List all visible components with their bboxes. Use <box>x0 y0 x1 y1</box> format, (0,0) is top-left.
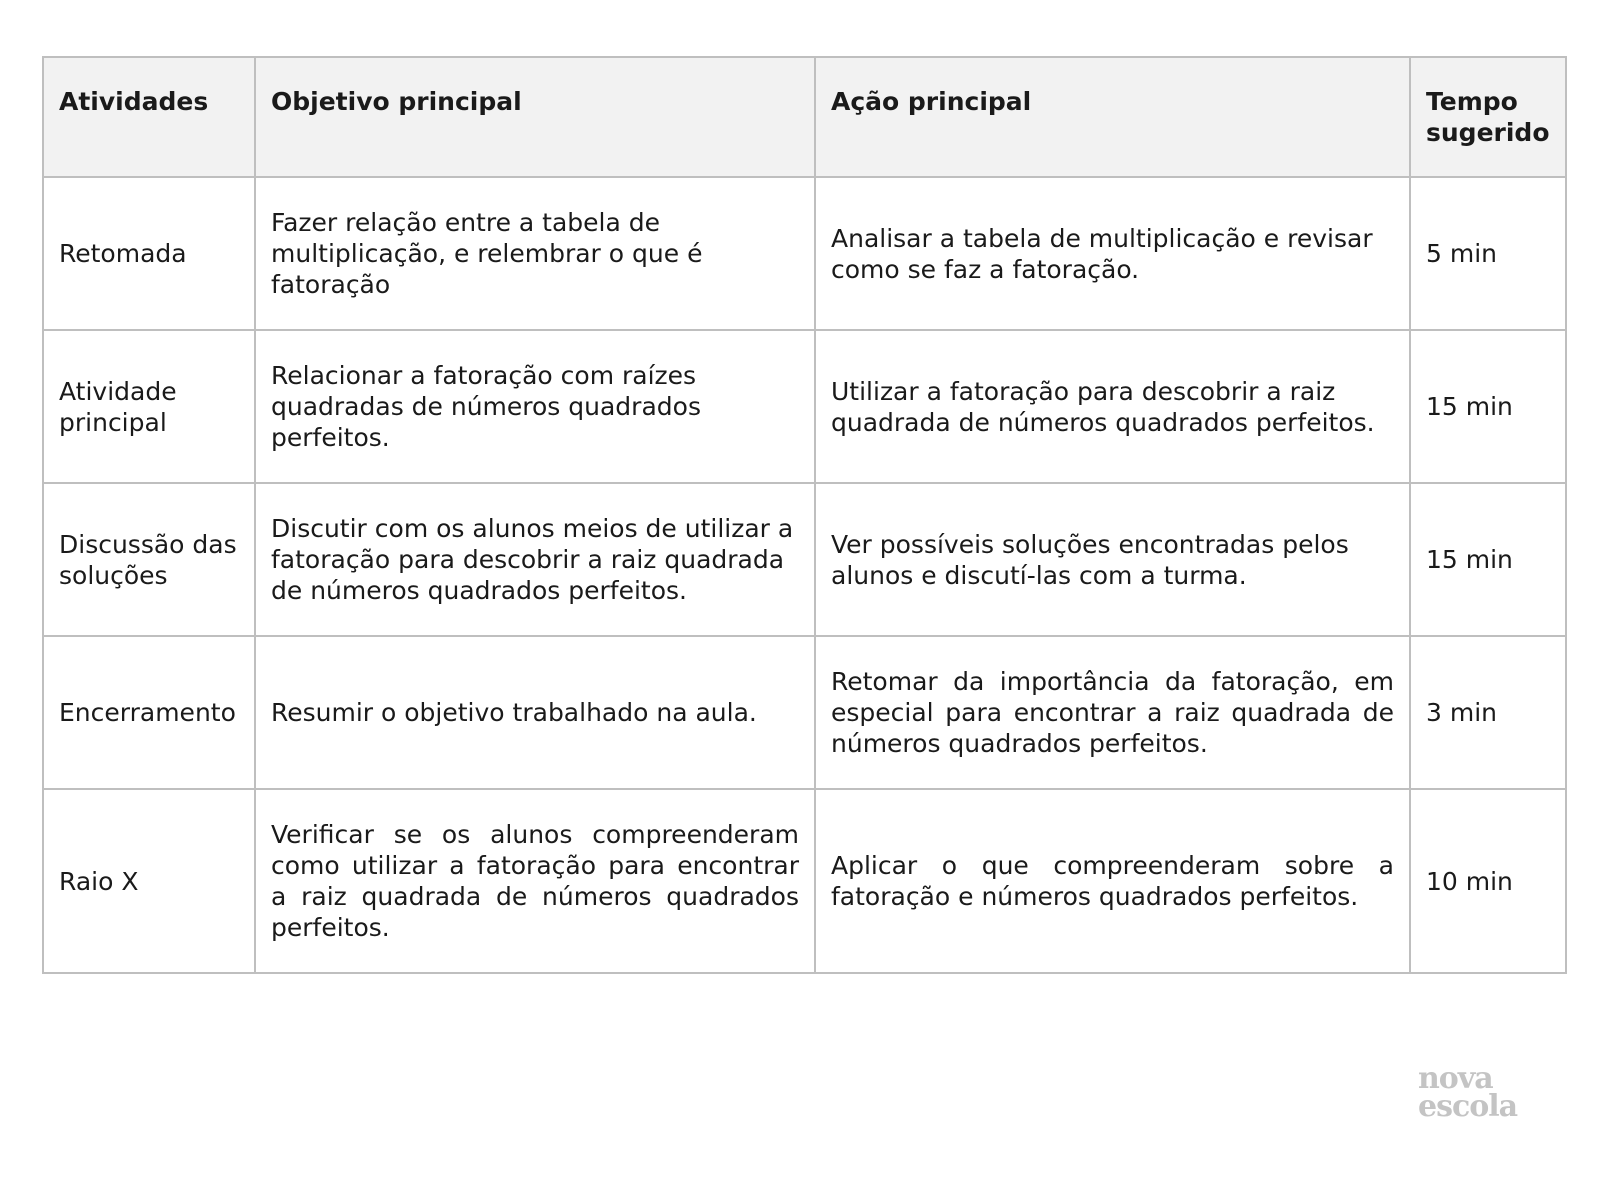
time-cell: 5 min <box>1410 177 1566 330</box>
logo-line-nova: nova <box>1418 1061 1493 1096</box>
objective-cell: Verificar se os alunos compreenderam como utilizar a fatoração para encontrar a raiz quadrada de números quadrados perfeitos. <box>255 789 815 973</box>
time-cell: 10 min <box>1410 789 1566 973</box>
table-row <box>43 177 1566 330</box>
action-cell: Ver possíveis soluções encontradas pelos alunos e discutí-las com a turma. <box>815 483 1410 636</box>
table-row <box>43 789 1566 973</box>
objective-cell: Discutir com os alunos meios de utilizar a fatoração para descobrir a raiz quadrada de números quadrados perfeitos. <box>255 483 815 636</box>
logo-line-escola: escola <box>1418 1089 1518 1124</box>
header-activities: Atividades <box>43 57 255 177</box>
action-cell: Aplicar o que compreenderam sobre a fatoração e números quadrados perfeitos. <box>815 789 1410 973</box>
action-cell: Utilizar a fatoração para descobrir a raiz quadrada de números quadrados perfeitos. <box>815 330 1410 483</box>
action-cell: Analisar a tabela de multiplicação e revisar como se faz a fatoração. <box>815 177 1410 330</box>
objective-cell: Resumir o objetivo trabalhado na aula. <box>255 636 815 789</box>
action-cell: Retomar da importância da fatoração, em especial para encontrar a raiz quadrada de números quadrados perfeitos. <box>815 636 1410 789</box>
activity-cell: Retomada <box>43 177 255 330</box>
activity-cell: Encerramento <box>43 636 255 789</box>
table-row <box>43 636 1566 789</box>
table-header-row <box>43 57 1566 177</box>
activity-cell: Discussão das soluções <box>43 483 255 636</box>
header-main-objective: Objetivo principal <box>255 57 815 177</box>
time-cell: 3 min <box>1410 636 1566 789</box>
time-cell: 15 min <box>1410 330 1566 483</box>
objective-cell: Relacionar a fatoração com raízes quadradas de números quadrados perfeitos. <box>255 330 815 483</box>
activity-cell: Raio X <box>43 789 255 973</box>
nova-escola-logo <box>1418 1061 1538 1124</box>
table-row <box>43 330 1566 483</box>
header-suggested-time: Tempo sugerido <box>1410 57 1566 177</box>
table-row <box>43 483 1566 636</box>
header-main-action: Ação principal <box>815 57 1410 177</box>
activity-cell: Atividade principal <box>43 330 255 483</box>
objective-cell: Fazer relação entre a tabela de multiplicação, e relembrar o que é fatoração <box>255 177 815 330</box>
time-cell: 15 min <box>1410 483 1566 636</box>
lesson-plan-table <box>42 56 1567 974</box>
